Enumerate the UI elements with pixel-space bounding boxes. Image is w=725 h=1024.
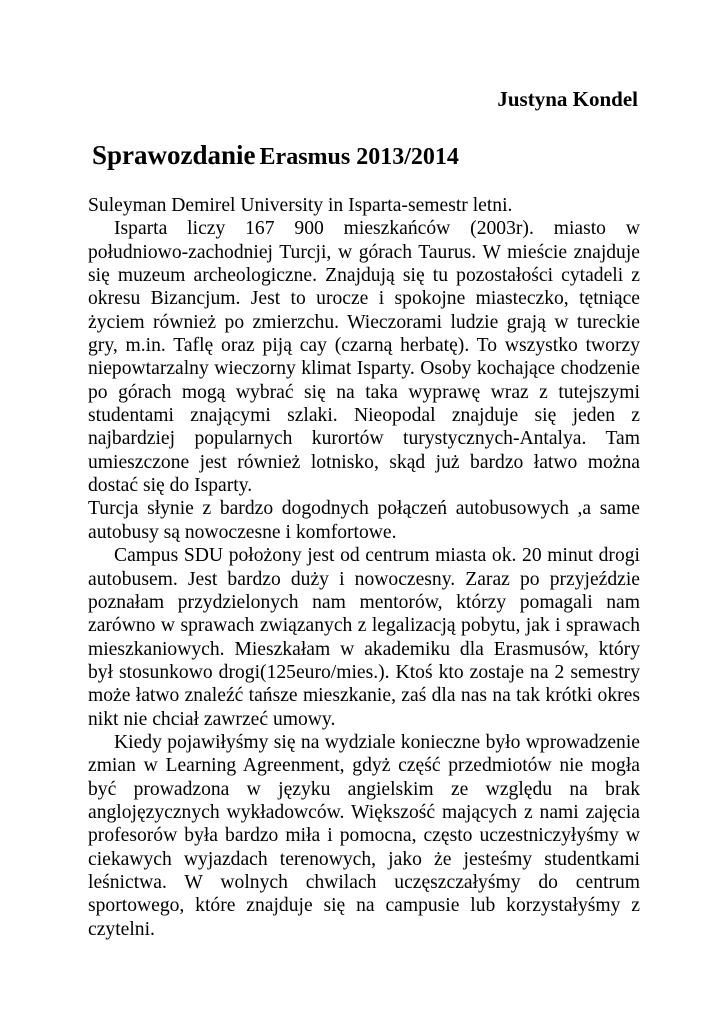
paragraph-campus: Campus SDU położony jest od centrum miasta ok. 20 minut drogi autobusem. Jest bardzo duży i nowoczesny. Zaraz po przyjeździe poznałam przydzielonych nam mentorów, którzy pomagali nam zarówno w sprawach związanych z legalizacją pobytu, jak i sprawach mieszkaniowych. Mieszkałam w akademiku dla Erasmusów, który był stosunkowo drogi(125euro/mies.). Ktoś kto zostaje na 2 semestry może łatwo znaleźć tańsze mieszkanie, zaś dla nas na tak krótki okres nikt nie chciał zawrzeć umowy. [88,545,640,730]
paragraph-transport: Turcja słynie z bardzo dogodnych połączeń autobusowych ,a same autobusy są nowoczesne i komfortowe. [88,498,640,543]
document-title [92,140,459,171]
title-main: Sprawozdanie [92,140,256,170]
paragraph-faculty: Kiedy pojawiłyśmy się na wydziale konieczne było wprowadzenie zmian w Learning Agreenment, gdyż część przedmiotów nie mogła być prowadzona w języku angielskim ze względu na brak anglojęzycznych wykładowców. Większość mających z nami zajęcia profesorów była bardzo miła i pomocna, często uczestniczyłyśmy w ciekawych wyjazdach terenowych, jako że jesteśmy studentkami leśnictwa. W wolnych chwilach uczęszczałyśmy do centrum sportowego, które znajduje się na campusie lub korzystałyśmy z czytelni. [88,731,640,940]
paragraph-university: Suleyman Demirel University in Isparta-semestr letni. [88,195,513,216]
document-body [88,194,640,941]
title-sub: Erasmus 2013/2014 [259,144,459,170]
paragraph-isparta: Isparta liczy 167 900 mieszkańców (2003r). miasto w południowo-zachodniej Turcji, w górach Taurus. W mieście znajduje się muzeum archeologiczne. Znajdują się tu pozostałości cytadeli z okresu Bizancjum. Jest to urocze i spokojne miasteczko, tętniące życiem również po zmierzchu. Wieczorami ludzie grają w tureckie gry, m.in. Taflę oraz piją cay (czarną herbatę). To wszystko tworzy niepowtarzalny wieczorny klimat Isparty. Osoby kochające chodzenie po górach mogą wybrać się na taka wyprawę wraz z tutejszymi studentami znającymi szlaki. Nieopodal znajduje się jeden z najbardziej popularnych kurortów turystycznych-Antalya. Tam umieszczone jest również lotnisko, skąd już bardzo łatwo można dostać się do Isparty. [88,218,640,497]
author-name: Justyna Kondel [497,87,638,111]
